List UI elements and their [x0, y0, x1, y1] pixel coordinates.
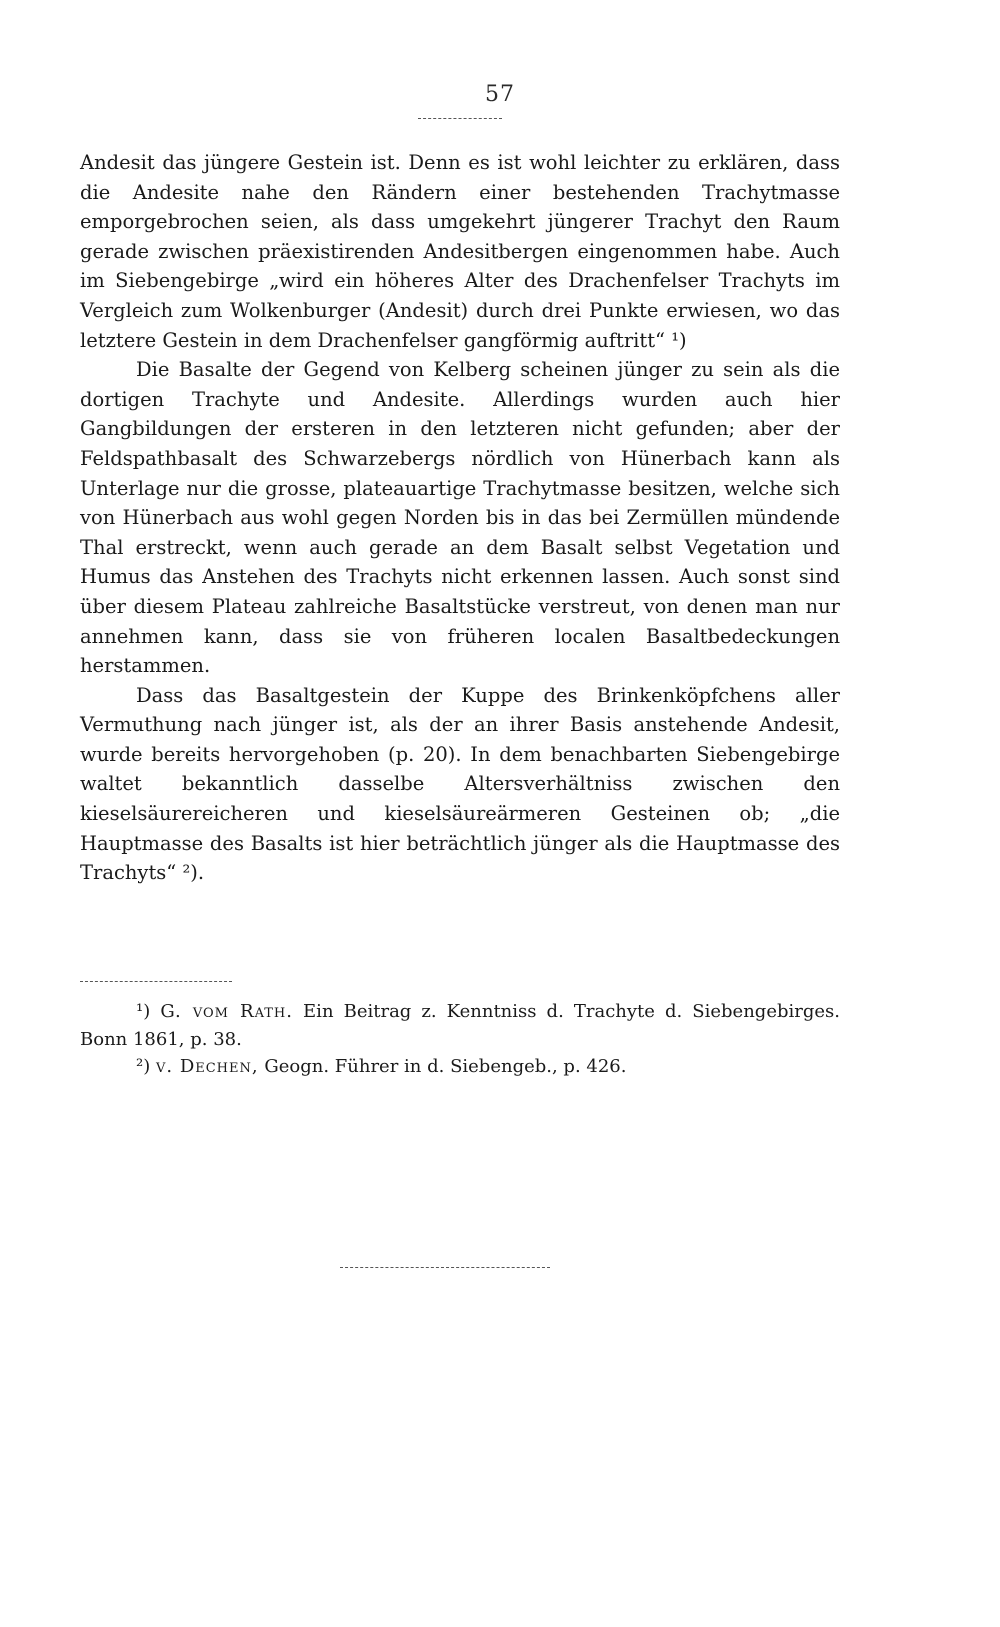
bottom-rule	[340, 1267, 550, 1268]
footnote-2-mark: ²)	[136, 1056, 151, 1077]
footnotes	[80, 998, 840, 1081]
paragraph-2: Die Basalte der Gegend von Kelberg scheinen jünger zu sein als die dortigen Trachyte und Andesite. Allerdings wurden auch hier Gangbildungen der ersteren in den letzteren nicht gefunden; aber der Feldspathbasalt des Schwarzebergs nördlich von Hünerbach kann als Unterlage nur die grosse, plateauartige Trachytmasse besitzen, welche sich von Hünerbach aus wohl gegen Norden bis in das bei Zermüllen mündende Thal erstreckt, wenn auch gerade an dem Basalt selbst Vegetation und Humus das Anstehen des Trachyts nicht erkennen lassen. Auch sonst sind über diesem Plateau zahlreiche Basaltstücke verstreut, von denen man nur annehmen kann, dass sie von früheren localen Basaltbedeckungen herstammen.	[80, 358, 840, 678]
footnote-2-text: Geogn. Führer in d. Siebengeb., p. 426.	[264, 1056, 627, 1077]
body-text	[80, 148, 840, 888]
paragraph-3: Dass das Basaltgestein der Kuppe des Brinkenköpfchens aller Vermuthung nach jünger ist, als der an ihrer Basis anstehende Andesit, wurde bereits hervorgehoben (p. 20). In dem benachbarten Siebengebirge waltet bekanntlich dasselbe Altersverhältniss zwischen den kieselsäurereicheren und kieselsäureärmeren Gesteinen ob; „die Hauptmasse des Basalts ist hier beträchtlich jünger als die Hauptmasse des Trachyts“ ²).	[80, 683, 840, 885]
footnote-1-author: G. vom Rath.	[160, 1001, 293, 1022]
header-rule	[418, 118, 502, 119]
footnote-1-mark: ¹)	[136, 1001, 151, 1022]
footnote-2	[80, 1053, 840, 1081]
footnote-rule	[80, 981, 232, 982]
footnote-1	[80, 998, 840, 1053]
paragraph-1: Andesit das jüngere Gestein ist. Denn es ist wohl leichter zu erklären, dass die Andesite nahe den Rändern einer bestehenden Trachytmasse emporgebrochen seien, als dass umgekehrt jüngerer Trachyt den Raum gerade zwischen präexistirenden Andesitbergen eingenommen habe. Auch im Siebengebirge „wird ein höheres Alter des Drachenfelser Trachyts im Vergleich zum Wolkenburger (Andesit) durch drei Punkte erwiesen, wo das letztere Gestein in dem Drachenfelser gangförmig auftritt“ ¹)	[80, 151, 840, 352]
page-number: 57	[485, 82, 515, 107]
footnote-1-text: Ein Beitrag z. Kenntniss d. Trachyte d. Siebengebirges. Bonn 1861, p. 38.	[80, 1001, 840, 1050]
footnote-2-author: v. Dechen,	[155, 1056, 259, 1077]
